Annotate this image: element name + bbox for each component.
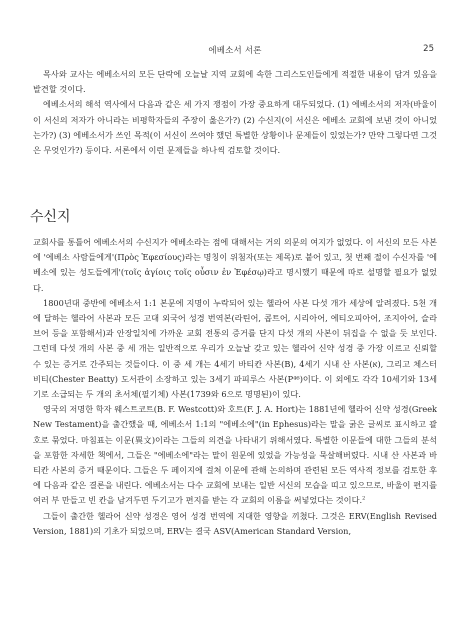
intro-paragraph-1: 목사와 교사는 에베소서의 모든 단락에 오늘날 지역 교회에 속한 그리스도인들에게 적절한 내용이 담겨 있음을 발견할 것이다.	[33, 69, 437, 95]
body-paragraph-3-text: 영국의 저명한 학자 웨스트코트(B. F. Westcott)와 호트(F. J. A. Hort)는 1881년에 헬라어 신약 성경(Greek New Testament)을 출간했을 때, 에베소서 1:1의 "에베소에"(in Ephesus)라는 말을 굵은 글씨로 표시하고 괄호로 묶었다. 마침표는 이문(異文)이라는 그들의 의견을 나타내기 위해서였다. 특별한 이문들에 대한 그들의 분석을 포함한 자세한 책에서, 그들은 "에베소에"라는 말이 원문에 있었을 가능성을 묵살해버렸다. 시내 산 사본과 바티칸 사본의 증거 때문이다. 그들은 두 페이지에 걸쳐 이문에 관해 논의하며 관련된 모든 역사적 정보를 검토한 후에 다음과 같은 결론을 내린다. 에베소서는 다수 교회에 보내는 일반 서신의 모습을 띠고 있으므로, 바울이 편지를 여러 부 만들고 빈 칸을 남겨두면 두기고가 편지를 받는 각 교회의 이름을 써넣었다는 것이다.	[33, 404, 437, 506]
intro-block	[33, 67, 437, 158]
intro-paragraph-2: 에베소서의 해석 역사에서 다음과 같은 세 가지 쟁점이 가장 중요하게 대두되었다. (1) 에베소서의 저자(바울이 이 서신의 저자가 아니라는 비평학자들의 주장이 옳은가?) (2) 수신지(이 서신은 에베소 교회에 보낸 것이 아니었는가?) (3) 에베소서가 쓰인 목적(이 서신이 쓰여야 했던 특별한 상황이나 문제들이 있었는가? 만약 그렇다면 그것은 무엇인가?) 등이다. 서론에서 이런 문제들을 하나씩 검토할 것이다.	[33, 99, 437, 156]
body-paragraph-3	[33, 402, 437, 508]
body-paragraph-2: 1800년대 중반에 에베소서 1:1 본문에 지명이 누락되어 있는 헬라어 사본 다섯 개가 세상에 알려졌다. 5천 개에 달하는 헬라어 사본과 모든 고대 외국어 성경 번역본(라틴어, 콥트어, 시리아어, 에티오피아어, 조지아어, 슬라브어 등을 포함해서)과 안장일치에 가까운 교회 전통의 증거를 단지 다섯 개의 사본이 뒤집을 수 없을 듯 보인다. 그런데 다섯 개의 사본 중 세 개는 일반적으로 우리가 오늘날 갖고 있는 헬라어 신약 성경 중 가장 이르고 신뢰할 수 있는 증거로 간주되는 것들이다. 이 중 세 개는 4세기 바티칸 사본(B), 4세기 시내 산 사본(א), 그리고 체스터 비티(Chester Beatty) 도서관이 소장하고 있는 3세기 파피루스 사본(P⁴⁶)이다. 이 외에도 각각 10세기와 13세기로 소급되는 두 개의 초서체(필기체) 사본(1739와 6으로 명명된)이 있다.	[33, 297, 437, 400]
page-header	[0, 0, 470, 58]
body-paragraph-1: 교회사를 통틀어 에베소서의 수신지가 에베소라는 점에 대해서는 거의 의문의 여지가 없었다. 이 서신의 모든 사본에 '에베소 사람들에게'(Πρὸς Ἐφεσίους)라는 명칭이 위첨자(또는 제목)로 붙어 있고, 첫 번째 절이 수신자를 '에베소에 있는 성도들에게'(τοῖς ἁγίοις τοῖς οὖσιν ἐν Ἐφέσῳ)라고 명시했기 때문에 따로 설명할 필요가 없었다.	[33, 237, 437, 293]
running-header-title: 에베소서 서론	[208, 46, 262, 56]
footnote-mark: 2	[362, 495, 366, 502]
body-paragraph-4: 그들이 출간한 헬라어 신약 성경은 영어 성경 번역에 지대한 영향을 끼쳤다. 그것은 ERV(English Revised Version, 1881)의 기초가 되었으며, ERV는 결국 ASV(American Standard Version,	[33, 510, 437, 536]
section-heading: 수신지	[30, 209, 71, 225]
body-block	[33, 235, 437, 539]
page-number: 25	[423, 44, 434, 54]
